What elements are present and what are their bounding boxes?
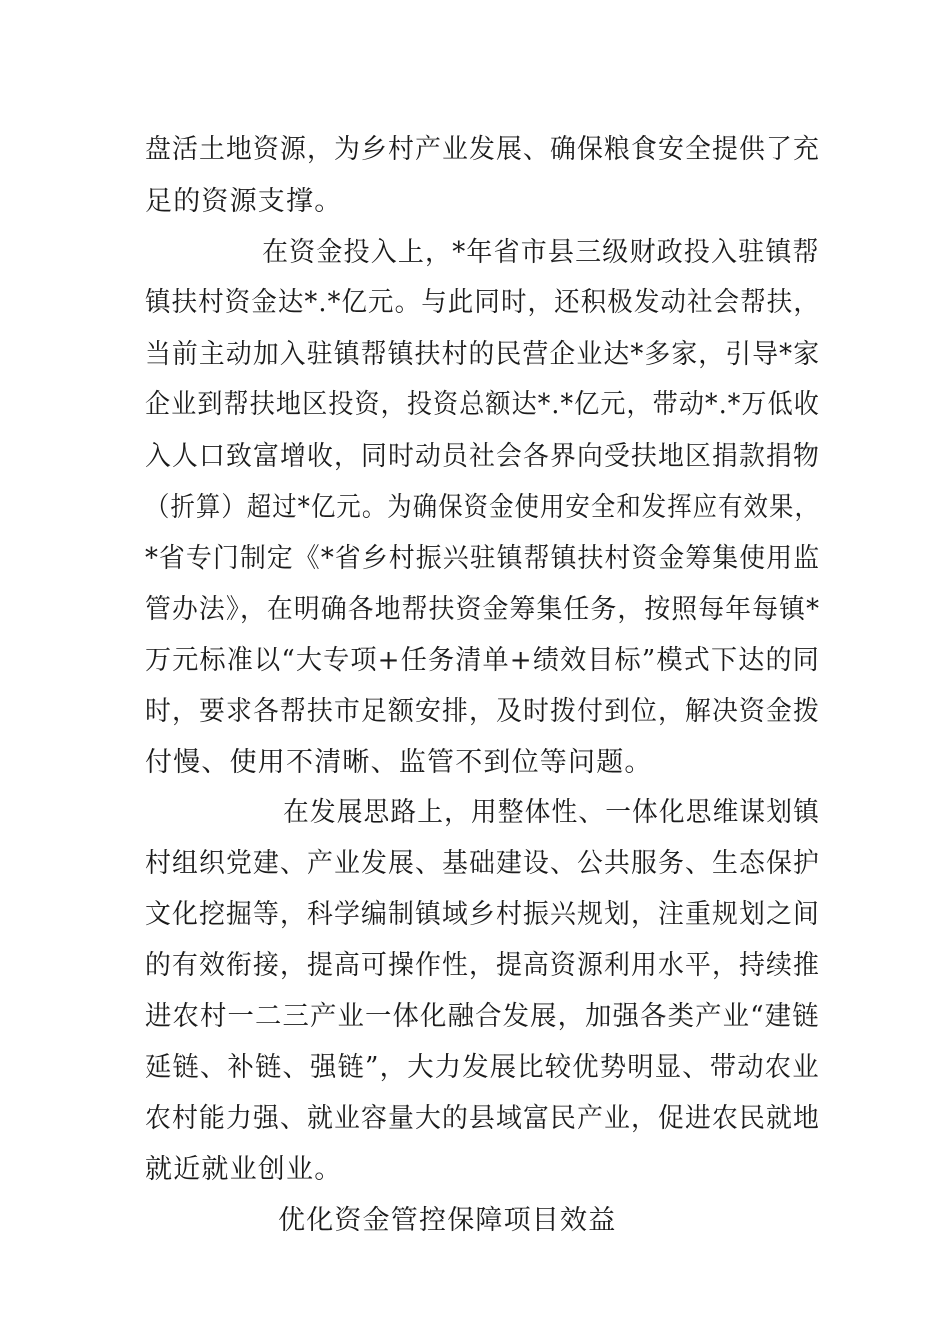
text-line: 企业到帮扶地区投资，投资总额达*.*亿元，带动*.*万低收 [145, 389, 820, 420]
text-line: 在发展思路上，用整体性、一体化思维谋划镇 [283, 797, 820, 828]
text-line: 延链、补链、强链”，大力发展比较优势明显、带动农业 [145, 1052, 820, 1083]
text-line: 足的资源支撑。 [145, 186, 343, 217]
text-line: 文化挖掘等，科学编制镇域乡村振兴规划，注重规划之间 [145, 899, 820, 930]
section-heading: 优化资金管控保障项目效益 [278, 1205, 617, 1236]
text-line: 镇扶村资金达*.*亿元。与此同时，还积极发动社会帮扶， [145, 287, 820, 318]
text-line: 村组织党建、产业发展、基础建设、公共服务、生态保护 [145, 848, 820, 879]
text-line: 进农村一二三产业一体化融合发展，加强各类产业“建链 [145, 1001, 820, 1032]
text-line: 的有效衔接，提高可操作性，提高资源利用水平，持续推 [145, 950, 820, 981]
text-line: *省专门制定《*省乡村振兴驻镇帮镇扶村资金筹集使用监 [145, 543, 821, 574]
text-line: 农村能力强、就业容量大的县域富民产业，促进农民就地 [145, 1103, 820, 1134]
text-line: 管办法》，在明确各地帮扶资金筹集任务，按照每年每镇* [145, 594, 821, 625]
text-line: 时，要求各帮扶市足额安排，及时拨付到位，解决资金拨 [145, 696, 820, 727]
text-line: 在资金投入上，*年省市县三级财政投入驻镇帮 [262, 237, 820, 268]
text-line: 付慢、使用不清晰、监管不到位等问题。 [145, 747, 653, 778]
text-line: 万元标准以“大专项+任务清单+绩效目标”模式下达的同 [145, 645, 821, 676]
text-line: 就近就业创业。 [145, 1154, 343, 1185]
text-line: 入人口致富增收，同时动员社会各界向受扶地区捐款捐物 [145, 441, 820, 472]
text-line: 当前主动加入驻镇帮镇扶村的民营企业达*多家，引导*家 [145, 339, 821, 370]
text-line: 盘活土地资源，为乡村产业发展、确保粮食安全提供了充 [145, 134, 820, 165]
text-line: （折算）超过*亿元。为确保资金使用安全和发挥应有效果， [145, 492, 820, 523]
